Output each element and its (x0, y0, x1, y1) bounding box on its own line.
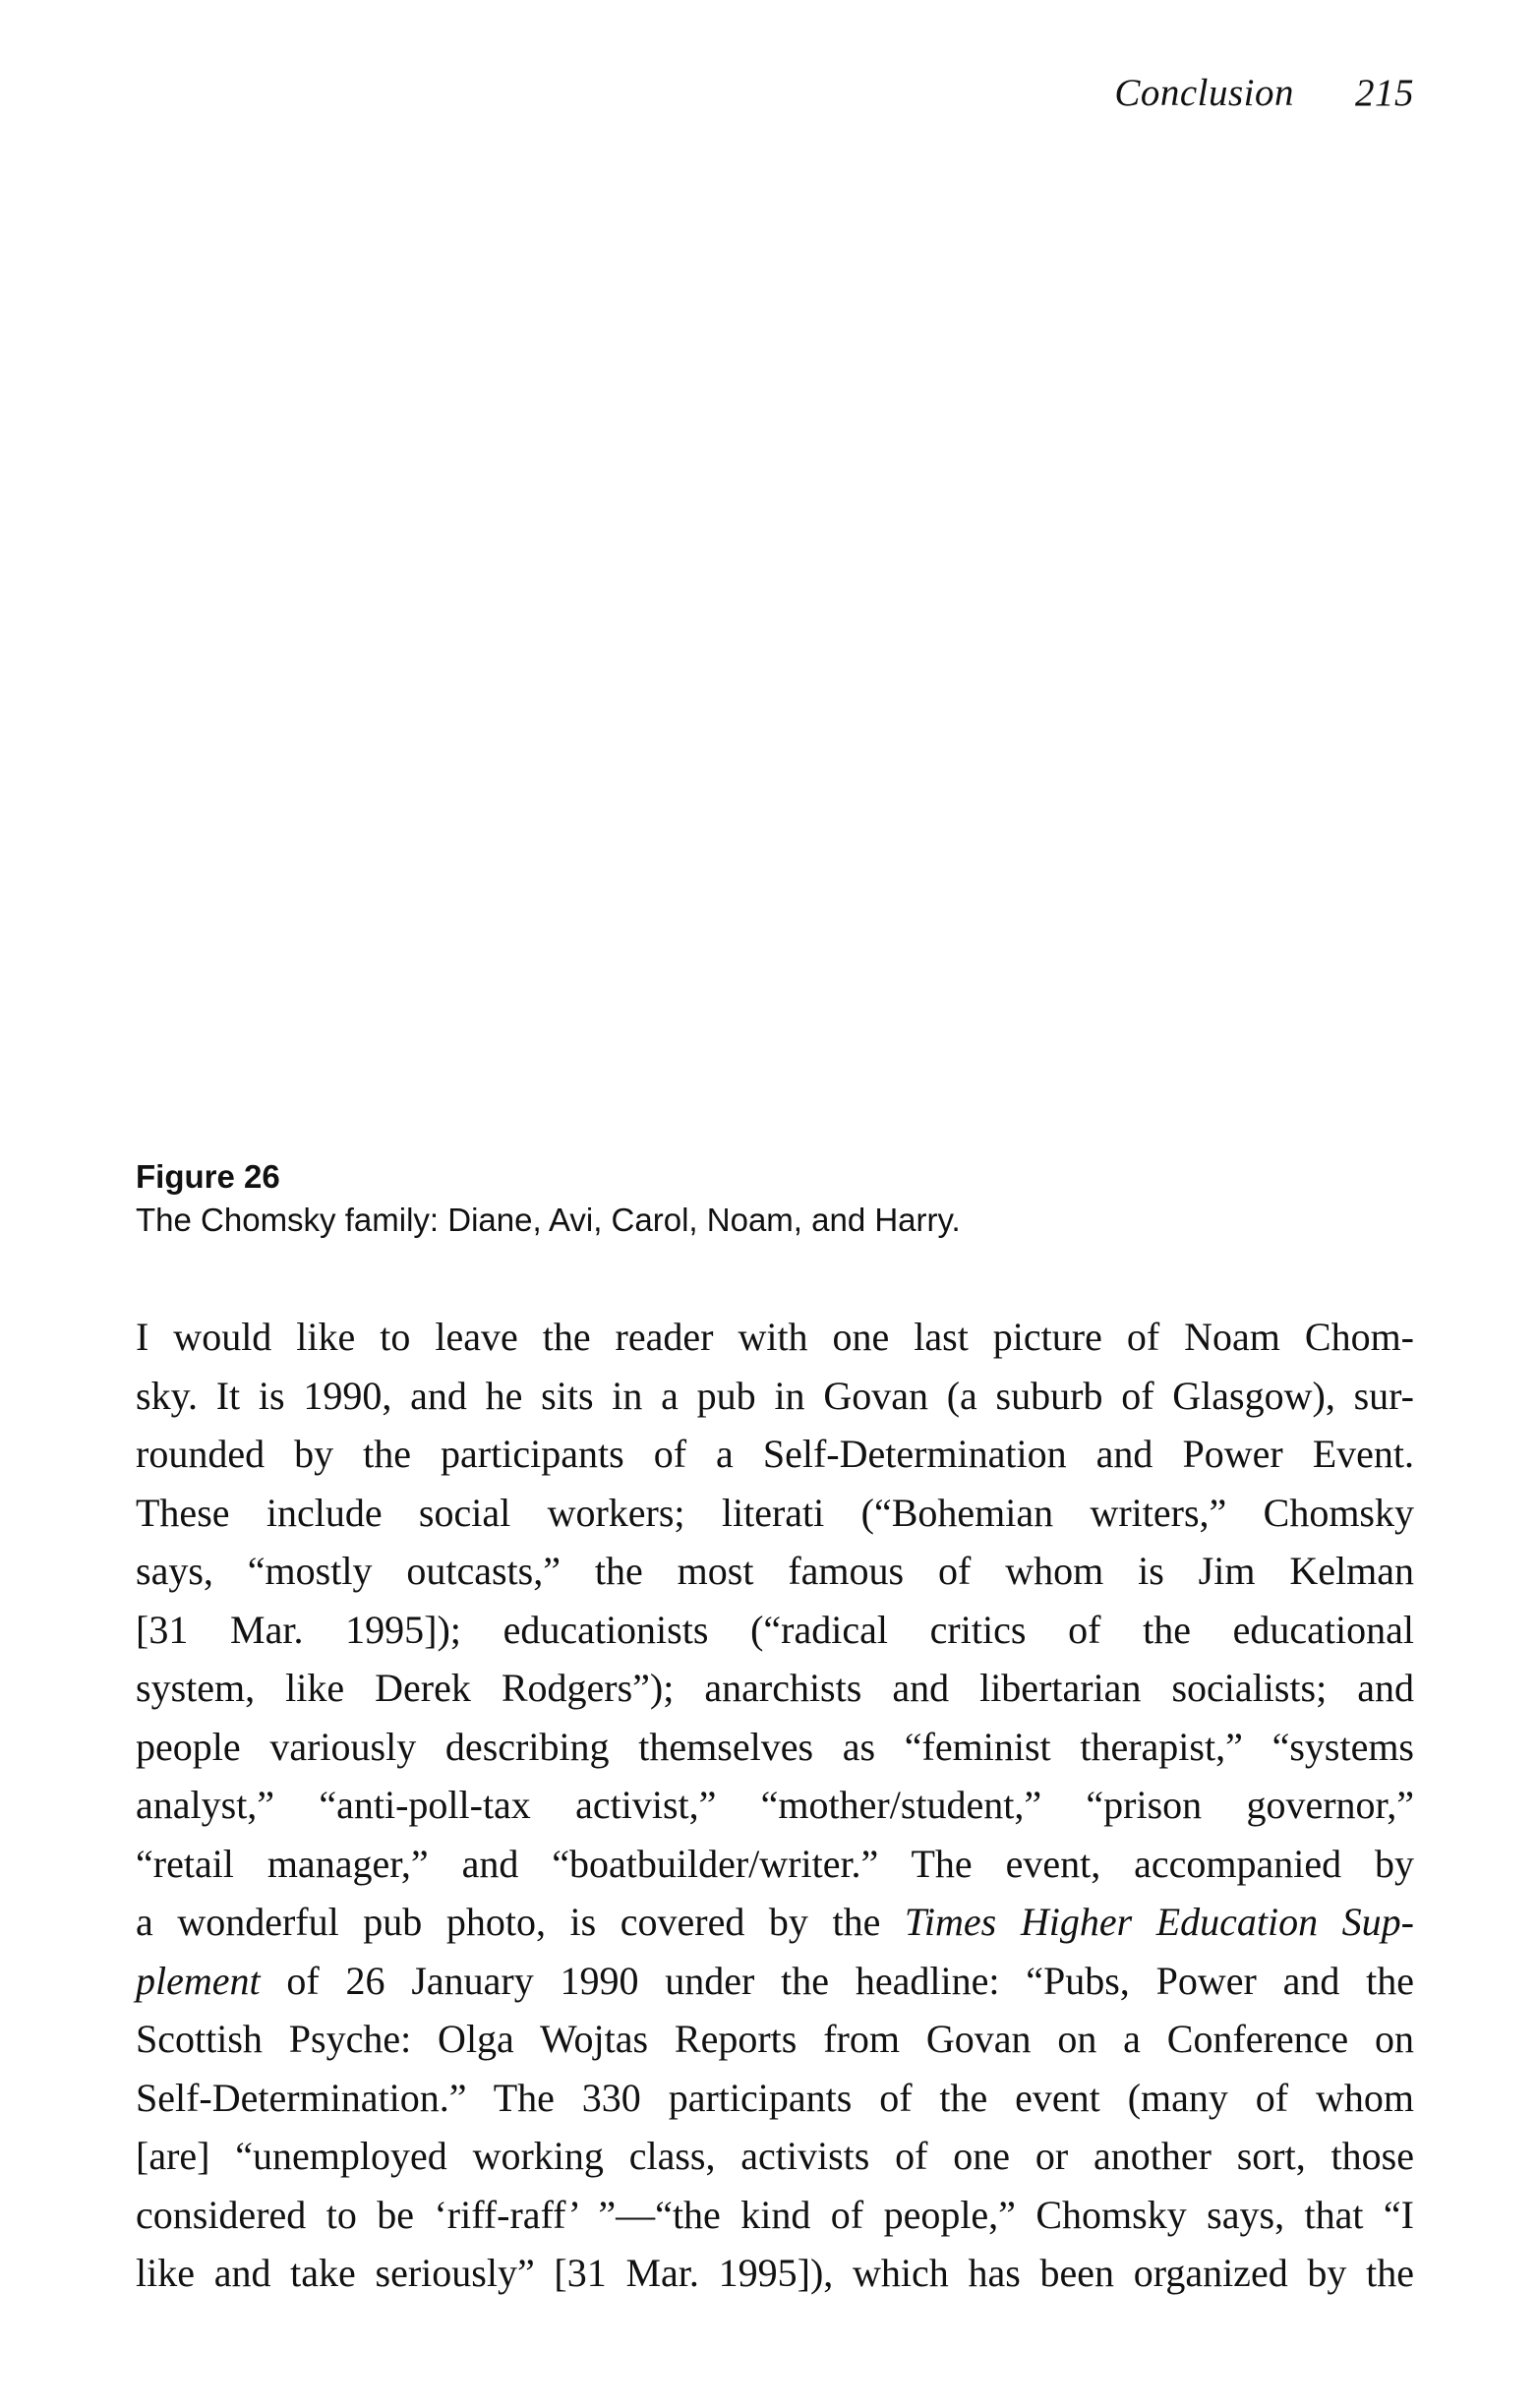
text-line: These include social workers; literati (“Bohemian writers,” Chomsky (136, 1490, 1414, 1535)
text-line-with-title (136, 1893, 1414, 1952)
text-fragment: a wonderful pub photo, is covered by the (136, 1900, 881, 1944)
text-line: says, “mostly outcasts,” the most famous of whom is Jim Kelman (136, 1549, 1414, 1593)
figure-caption (136, 1155, 1414, 1242)
text-line: [31 Mar. 1995]); educationists (“radical critics of the educational (136, 1607, 1414, 1652)
publication-title: Times Higher Education Sup- (904, 1900, 1414, 1944)
figure-caption-text: The Chomsky family: Diane, Avi, Carol, Noam, and Harry. (136, 1202, 961, 1238)
text-line: analyst,” “anti-poll-tax activist,” “mother/student,” “prison governor,” (136, 1783, 1414, 1827)
running-head (1114, 71, 1414, 115)
publication-title-continued: plement (136, 1958, 261, 2003)
text-line: [are] “unemployed working class, activists of one or another sort, those (136, 2134, 1414, 2178)
running-head-section: Conclusion (1114, 72, 1294, 114)
text-line: people variously describing themselves as “feminist therapist,” “systems (136, 1724, 1414, 1769)
text-line: system, like Derek Rodgers”); anarchists and libertarian socialists; and (136, 1666, 1414, 1710)
text-line-with-title (136, 1952, 1414, 2011)
text-line: rounded by the participants of a Self-Determination and Power Event. (136, 1432, 1414, 1476)
body-paragraph (136, 1308, 1414, 2303)
page-number: 215 (1355, 72, 1414, 114)
figure-image-area (136, 167, 1414, 1150)
text-line: Self-Determination.” The 330 participants of the event (many of whom (136, 2075, 1414, 2120)
text-line: considered to be ‘riff-raff’ ”—“the kind of people,” Chomsky says, that “I (136, 2192, 1414, 2237)
text-line: like and take seriously” [31 Mar. 1995]), which has been organized by the (136, 2251, 1414, 2295)
text-line: “retail manager,” and “boatbuilder/writer.” The event, accompanied by (136, 1841, 1414, 1886)
text-line: sky. It is 1990, and he sits in a pub in Govan (a suburb of Glasgow), sur- (136, 1373, 1414, 1418)
figure-label: Figure 26 (136, 1158, 280, 1195)
text-line: Scottish Psyche: Olga Wojtas Reports from Govan on a Conference on (136, 2017, 1414, 2061)
text-fragment: of 26 January 1990 under the headline: “Pubs, Power and the (260, 1958, 1414, 2003)
text-line: I would like to leave the reader with one last picture of Noam Chom- (136, 1315, 1414, 1359)
